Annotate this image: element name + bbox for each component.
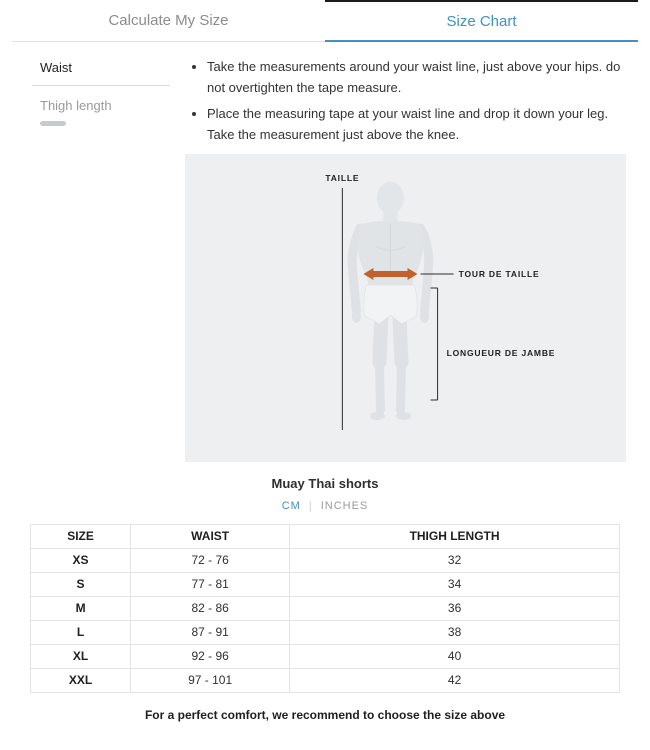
header-size: SIZE (31, 524, 131, 548)
label-taille: TAILLE (325, 172, 360, 183)
instruction-list (185, 56, 626, 146)
mannequin-figure-svg (185, 154, 626, 462)
cell-thigh: 38 (290, 620, 620, 644)
product-name: Muay Thai shorts (271, 475, 379, 491)
unit-toggle (12, 500, 638, 512)
cell-size: L (31, 620, 131, 644)
label-tour-de-taille: TOUR DE TAILLE (458, 268, 540, 279)
cell-size: M (31, 596, 131, 620)
cell-thigh: 32 (290, 548, 620, 572)
tab-size-chart-label: Size Chart (446, 12, 517, 30)
table-row (31, 668, 620, 692)
header-thigh-length: THIGH LENGTH (290, 524, 620, 548)
cell-waist: 77 - 81 (131, 572, 290, 596)
cell-waist: 82 - 86 (131, 596, 290, 620)
table-header-row (31, 524, 620, 548)
cell-thigh: 34 (290, 572, 620, 596)
tab-calculate-my-size[interactable] (12, 0, 325, 42)
tab-size-chart[interactable] (325, 0, 638, 42)
unit-option-inches[interactable]: INCHES (320, 499, 369, 512)
instruction-item: • Place the measuring tape at your waist line and drop it down your leg. Take the measurement just above the knee. (207, 103, 626, 146)
table-row (31, 572, 620, 596)
unit-separator: | (308, 499, 313, 512)
tab-bar (12, 0, 638, 42)
measurement-diagram (185, 154, 626, 462)
footer-note: For a perfect comfort, we recommend to choose the size above (144, 707, 506, 722)
cell-size: XL (31, 644, 131, 668)
cell-size: S (31, 572, 131, 596)
cell-waist: 92 - 96 (131, 644, 290, 668)
table-row (31, 644, 620, 668)
cell-size: XS (31, 548, 131, 572)
cell-thigh: 40 (290, 644, 620, 668)
cell-size: XXL (31, 668, 131, 692)
tab-calculate-label: Calculate My Size (108, 12, 229, 29)
header-waist: WAIST (131, 524, 290, 548)
instruction-item: • Take the measurements around your waist line, just above your hips. do not overtighten the tape measure. (207, 56, 626, 99)
cell-thigh: 36 (290, 596, 620, 620)
sidebar-indicator-bar (40, 121, 66, 126)
sidebar-item-thigh-length[interactable]: Thigh length (40, 98, 112, 113)
label-longueur-de-jambe: LONGUEUR DE JAMBE (446, 347, 556, 358)
instructions-content (185, 48, 626, 462)
main-row (12, 42, 638, 462)
table-row (31, 596, 620, 620)
measurement-sidebar (32, 48, 170, 462)
cell-thigh: 42 (290, 668, 620, 692)
cell-waist: 87 - 91 (131, 620, 290, 644)
table-row (31, 548, 620, 572)
unit-option-cm[interactable]: CM (281, 499, 301, 512)
cell-waist: 97 - 101 (131, 668, 290, 692)
cell-waist: 72 - 76 (131, 548, 290, 572)
size-table (30, 524, 620, 693)
sidebar-item-waist[interactable]: Waist (32, 48, 170, 86)
table-row (31, 620, 620, 644)
